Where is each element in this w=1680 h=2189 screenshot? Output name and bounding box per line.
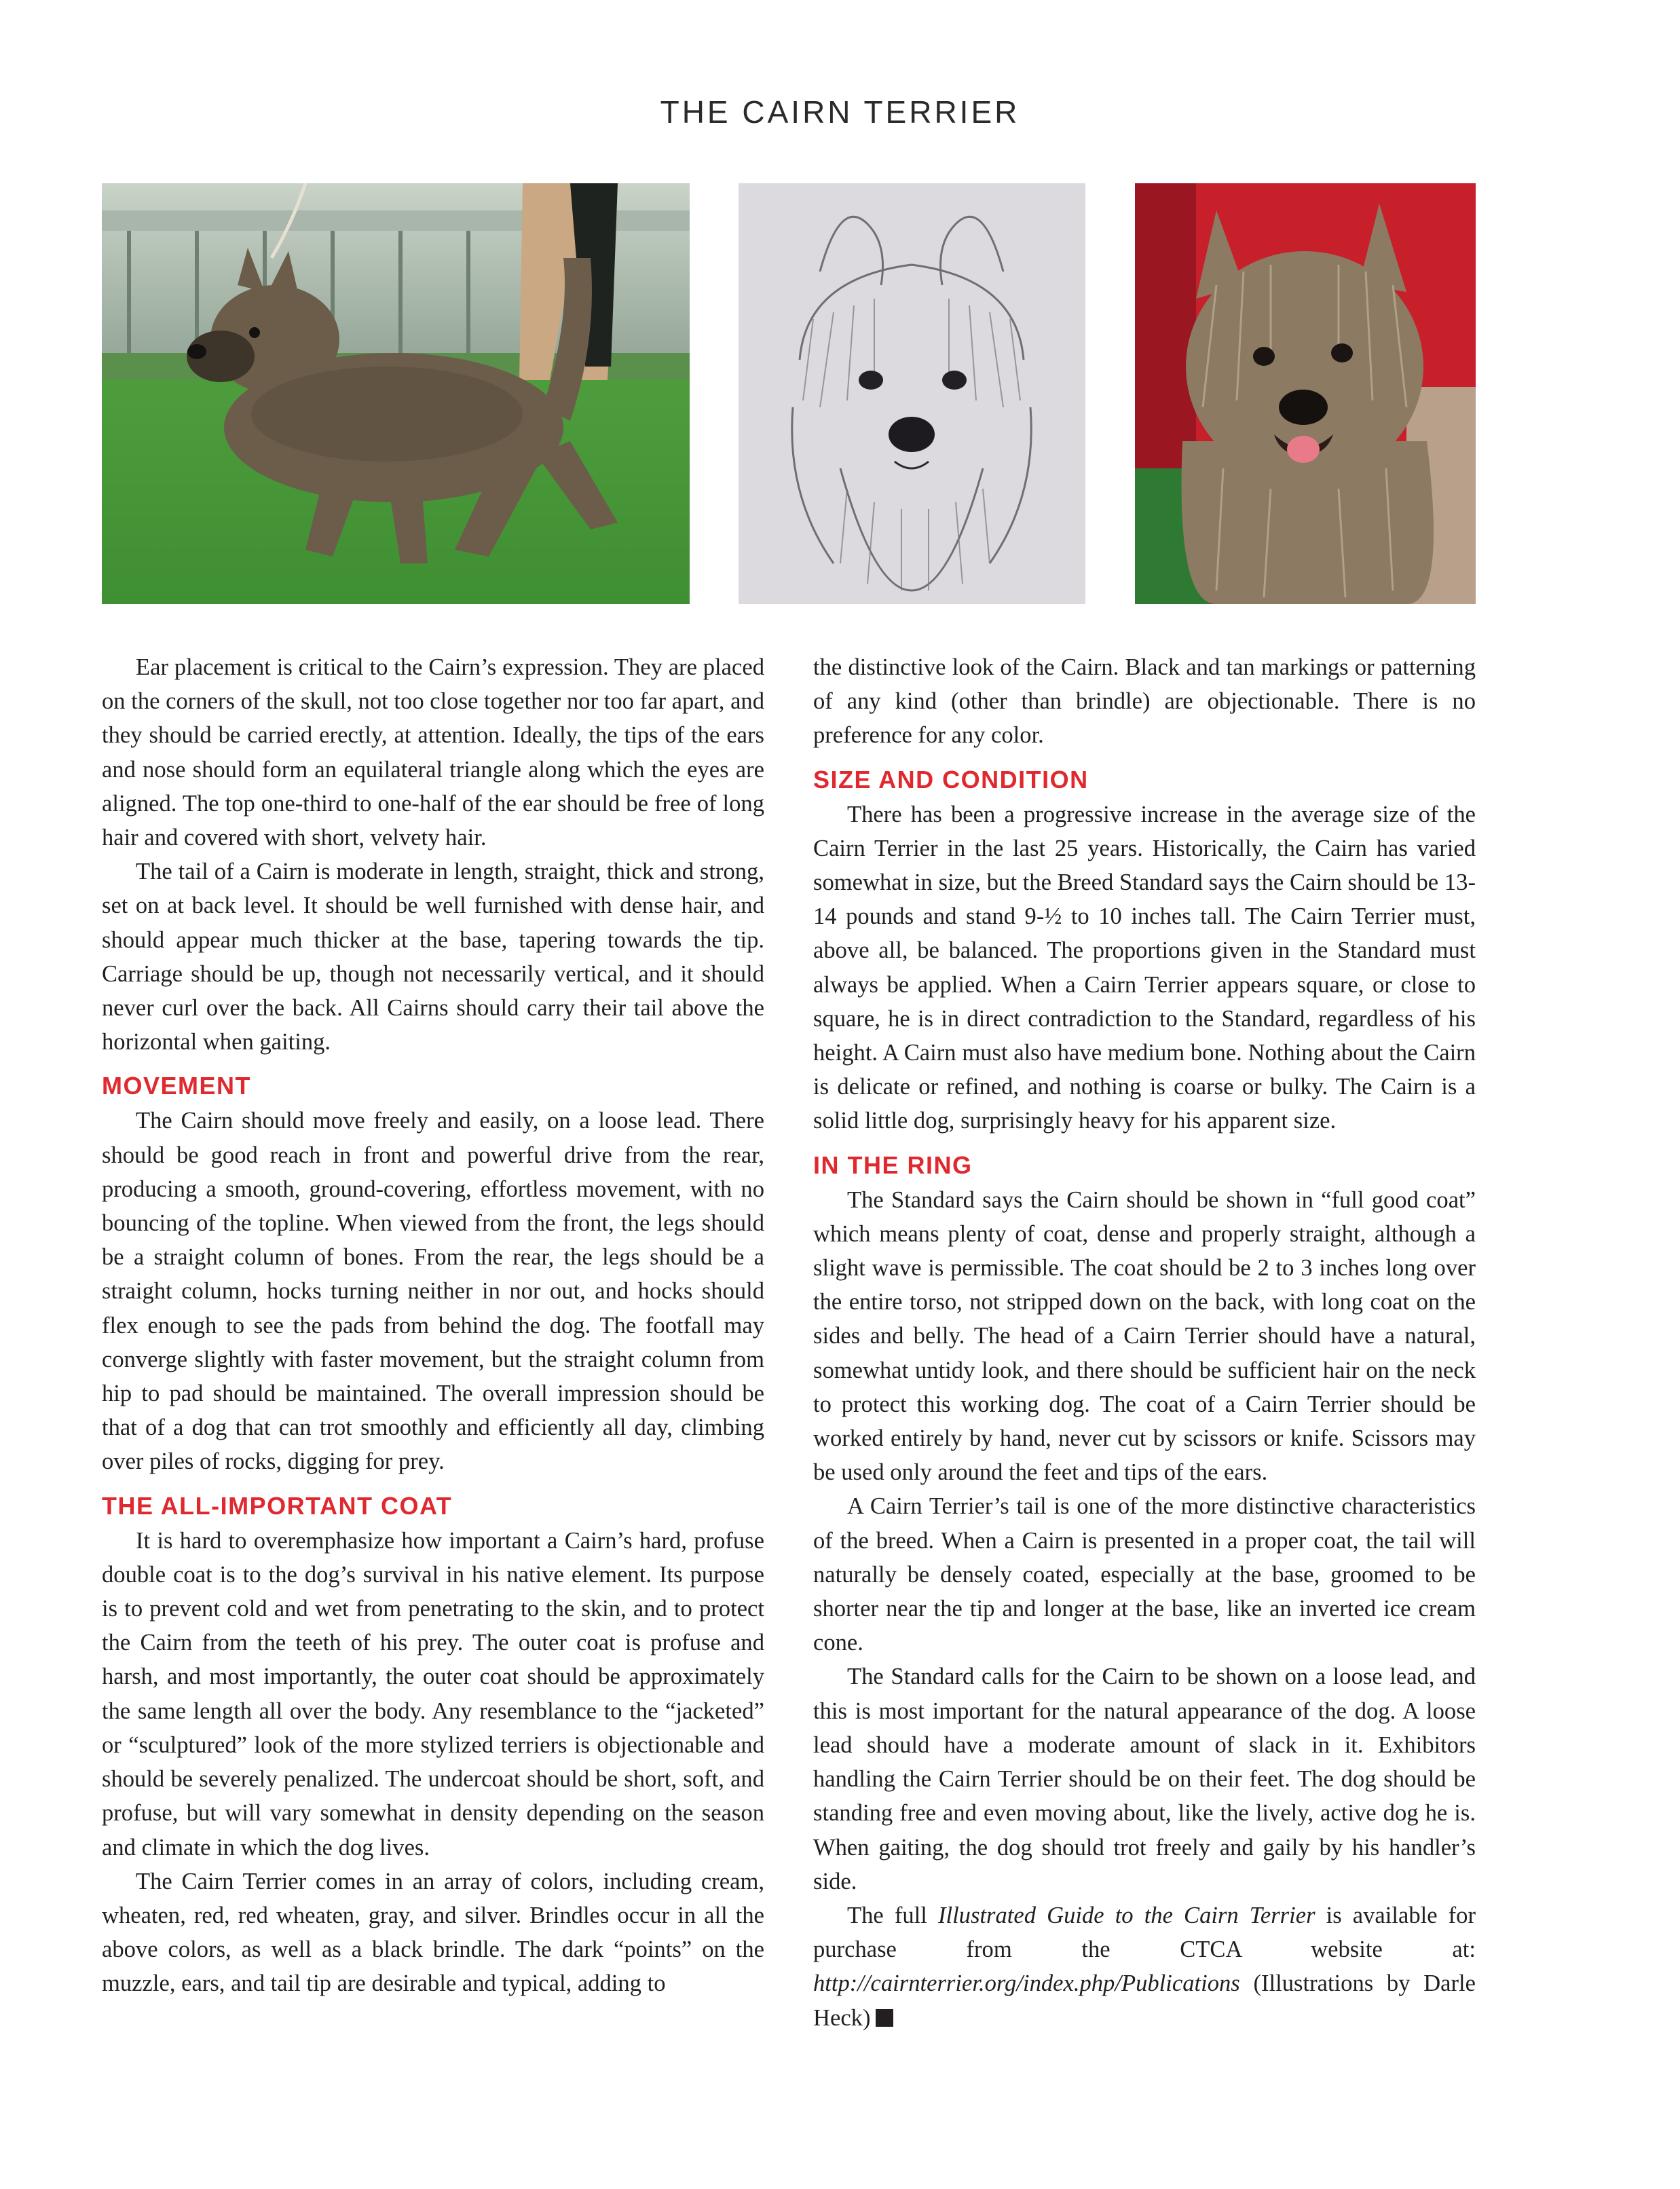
guide-text-c: (Illustrations by Darle Heck) — [813, 1970, 1476, 2031]
photo-dog-portrait — [1135, 183, 1476, 604]
paragraph-ring-tail: A Cairn Terrier’s tail is one of the more distinctive characteristics of the breed. When a Cairn is presented in a proper coat, the tail will naturally be densely coated, especially at the base, groomed to be shorter near the tip and longer at the base, like an inverted ice cream cone. — [813, 1493, 1476, 1656]
heading-coat: THE ALL-IMPORTANT COAT — [102, 1491, 453, 1520]
guide-url-link[interactable]: http://cairnterrier.org/index.php/Publications — [813, 1970, 1240, 1997]
heading-in-the-ring: IN THE RING — [813, 1150, 973, 1179]
paragraph-colors-continued: the distinctive look of the Cairn. Black and tan markings or patterning of any kind (other than brindle) are objectionable. There is no preference for any color. — [813, 654, 1476, 749]
guide-title: Illustrated Guide to the Cairn Terrier — [937, 1902, 1315, 1928]
paragraph-coat: It is hard to overemphasize how important a Cairn’s hard, profuse double coat is to the dog’s survival in his native element. Its purpose is to prevent cold and wet from penetrating to the skin, and to protect the Cairn from the teeth of his prey. The outer coat is profuse and harsh, and most importantly, the outer coat should be approximately the same length all over the body. Any resemblance to the “jacketed” or “sculptured” look of the more stylized terriers is objectionable and should be severely penalized. The undercoat should be short, soft, and profuse, but will vary somewhat in density depending on the season and climate in which the dog lives. — [102, 1527, 764, 1860]
guide-text-a: The full — [847, 1902, 938, 1928]
paragraph-ear-placement: Ear placement is critical to the Cairn’s expression. They are placed on the corners of the skull, not too close together nor too far apart, and they should be carried erectly, at attention. Ideally, the tips of the ears and nose should form an equilateral triangle along which the eyes are aligned. The top one-third to one-half of the ear should be free of long hair and covered with short, velvety hair. — [102, 654, 764, 851]
guide-text-b: is available for purchase from the CTCA website at: — [813, 1902, 1476, 1963]
paragraph-loose-lead: The Standard calls for the Cairn to be shown on a loose lead, and this is most important for the natural appearance of the dog. A loose lead should have a moderate amount of slack in it. Exhibitors handling the Cairn Terrier should be on their feet. The dog should be standing free and even moving about, like the lively, active dog he is. When gaiting, the dog should trot freely and gaily by his handler’s side. — [813, 1664, 1476, 1894]
paragraph-tail: The tail of a Cairn is moderate in length, straight, thick and strong, set on at back level. It should be well furnished with dense hair, and should appear much thicker at the base, tapering towards the tip. Carriage should be up, though not necessarily vertical, and it should never curl over the back. All Cairns should carry their tail above the horizontal when gaiting. — [102, 859, 764, 1055]
paragraph-size: There has been a progressive increase in the average size of the Cairn Terrier in the last 25 years. Historically, the Cairn has varied somewhat in size, but the Breed Standard says the Cairn should be 13-14 pounds and stand 9-½ to 10 inches tall. The Cairn Terrier must, above all, be balanced. The proportions given in the Standard must always be applied. When a Cairn Terrier appears square, or close to square, he is in direct contradiction to the Standard, regardless of his height. A Cairn must also have medium bone. Nothing about the Cairn is delicate or refined, and nothing is coarse or bulky. The Cairn is a solid little dog, surprisingly heavy for his apparent size. — [813, 801, 1476, 1134]
left-column — [102, 650, 764, 2001]
paragraph-ring-coat: The Standard says the Cairn should be shown in “full good coat” which means plenty of coat, dense and properly straight, although a slight wave is permissible. The coat should be 2 to 3 inches long over the entire torso, not stripped down on the back, with long coat on the sides and belly. The head of a Cairn Terrier should have a natural, somewhat untidy look, and there should be sufficient hair on the neck to protect this working dog. The coat of a Cairn Terrier should be worked entirely by hand, never cut by scissors or knife. Scissors may be used only around the feet and tips of the ears. — [813, 1186, 1476, 1486]
right-column — [813, 650, 1476, 2035]
page-header: THE CAIRN TERRIER — [660, 94, 1020, 130]
paragraph-colors: The Cairn Terrier comes in an array of colors, including cream, wheaten, red, red wheaten, gray, and silver. Brindles occur in all the above colors, as well as a black brindle. The dark “points” on the muzzle, ears, and tail tip are desirable and typical, adding to — [102, 1868, 764, 1997]
paragraph-guide — [813, 1898, 1476, 2035]
heading-size-condition: SIZE AND CONDITION — [813, 765, 1089, 793]
end-mark-icon — [876, 2009, 893, 2027]
heading-movement: MOVEMENT — [102, 1072, 252, 1100]
photo-gaiting-dog — [102, 183, 690, 604]
paragraph-movement: The Cairn should move freely and easily, on a loose lead. There should be good reach in front and powerful drive from the rear, producing a smooth, ground-covering, effortless movement, with no bouncing of the topline. When viewed from the front, the legs should be a straight column of bones. From the rear, the legs should be a straight column, hocks turning neither in nor out, and hocks should flex enough to see the pads from behind the dog. The footfall may converge slightly with faster movement, but the straight column from hip to pad should be maintained. The overall impression should be that of a dog that can trot smoothly and efficiently all day, climbing over piles of rocks, digging for prey. — [102, 1108, 764, 1475]
illustration-dog-head — [739, 183, 1085, 604]
